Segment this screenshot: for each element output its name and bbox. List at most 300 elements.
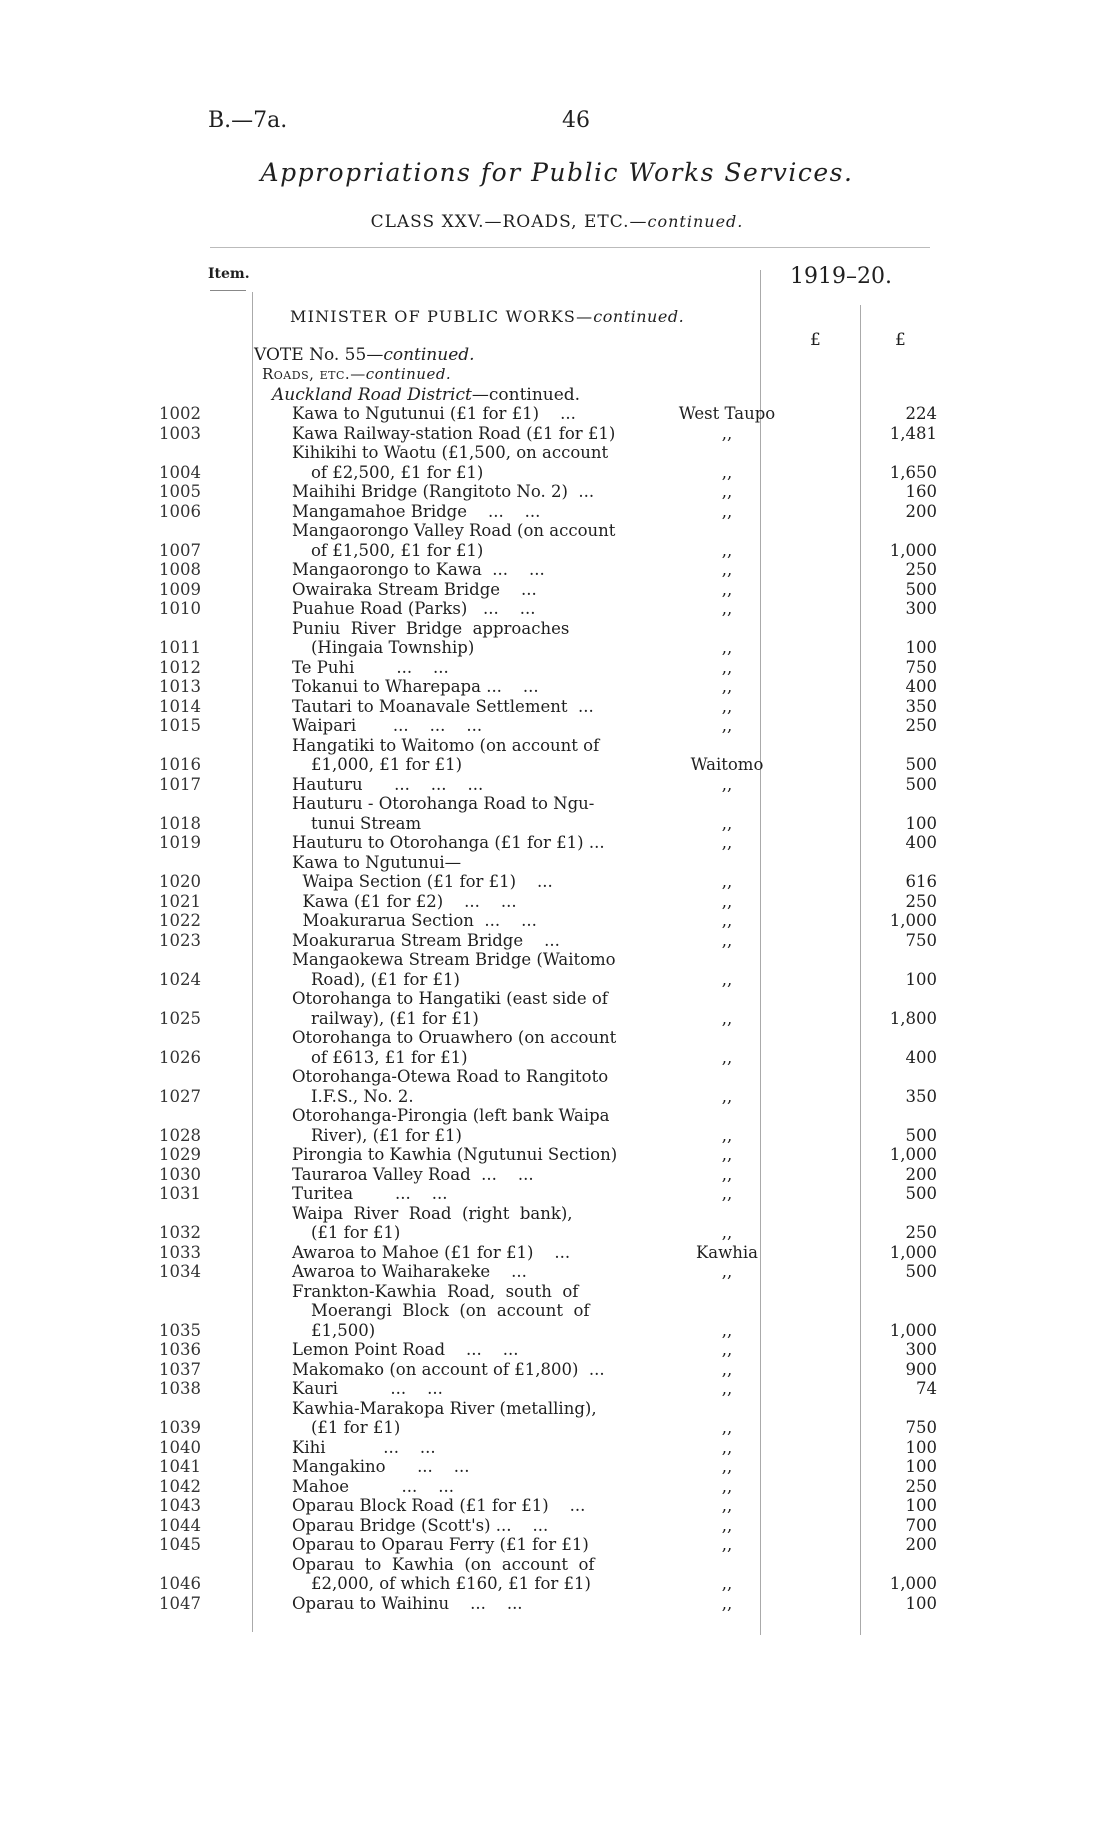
pound-symbol-items: £	[810, 330, 821, 350]
item-number: 1046	[159, 1574, 201, 1593]
description-line: Awaroa to Mahoe (£1 for £1) ...	[292, 1242, 571, 1262]
year-column-header: 1919–20.	[790, 264, 892, 289]
electoral-district: ,,	[721, 1340, 733, 1359]
item-description	[207, 931, 627, 951]
description-line: Hauturu to Otorohanga (£1 for £1) ...	[292, 833, 605, 852]
amount: 500	[905, 1184, 937, 1203]
description-line: Kauri ... ...	[292, 1379, 443, 1398]
description-line: Frankton-Kawhia Road, south of	[292, 1281, 579, 1301]
item-number: 1021	[159, 891, 201, 911]
table-row	[0, 1262, 1114, 1282]
item-number: 1041	[159, 1457, 201, 1476]
amount: 1,000	[889, 1242, 937, 1262]
description-line: Mahoe ... ...	[292, 1476, 454, 1496]
amount: 160	[905, 482, 937, 501]
description-line: Waipa River Road (right bank),	[292, 1203, 573, 1223]
item-number: 1032	[159, 1223, 201, 1242]
electoral-district: ,,	[721, 1457, 733, 1476]
amount: 1,000	[889, 1145, 937, 1164]
item-number: 1012	[159, 657, 201, 677]
amount: 300	[905, 599, 937, 618]
electoral-district: ,,	[721, 969, 733, 989]
table-row	[0, 892, 1114, 912]
item-description	[207, 1165, 627, 1185]
electoral-district: ,,	[721, 462, 733, 482]
amount: 400	[905, 1047, 937, 1067]
description-line: Oparau to Kawhia (on account of	[292, 1554, 595, 1574]
description-line: Kawa to Ngutunui—	[292, 852, 462, 872]
description-line: Otorohanga-Pirongia (left bank Waipa	[292, 1106, 610, 1125]
roads-subheading-suffix: continued.	[365, 365, 452, 383]
item-description	[207, 1282, 627, 1341]
description-line: Mangaorongo Valley Road (on account	[292, 521, 616, 540]
item-description	[207, 1457, 627, 1477]
table-row	[0, 697, 1114, 717]
amount: 100	[905, 813, 937, 833]
description-line: Oparau Bridge (Scott's) ... ...	[292, 1515, 549, 1535]
description-line: £1,000, £1 for £1)	[311, 755, 463, 774]
amount: 100	[905, 1437, 937, 1457]
amount: 100	[905, 1457, 937, 1476]
amount: 500	[905, 755, 937, 774]
electoral-district: ,,	[721, 579, 733, 599]
table-row	[0, 1594, 1114, 1614]
amount: 750	[905, 930, 937, 950]
amount: 700	[905, 1515, 937, 1535]
minister-heading	[290, 307, 684, 326]
description-line: Tautari to Moanavale Settlement ...	[292, 696, 594, 716]
table-row	[0, 1145, 1114, 1165]
item-description	[207, 833, 627, 853]
table-row	[0, 1243, 1114, 1263]
electoral-district: ,,	[721, 1184, 733, 1203]
item-number: 1039	[159, 1418, 201, 1437]
item-number: 1031	[159, 1184, 201, 1203]
table-row	[0, 931, 1114, 951]
electoral-district: ,,	[721, 774, 733, 794]
electoral-district: ,,	[721, 1125, 733, 1145]
amount: 1,481	[889, 423, 937, 443]
item-number: 1026	[159, 1047, 201, 1067]
description-line: Oparau to Waihinu ... ...	[292, 1593, 523, 1613]
description-line: (£1 for £1)	[311, 1418, 401, 1437]
amount: 200	[905, 501, 937, 521]
item-description	[207, 404, 627, 424]
amount: 250	[905, 716, 937, 735]
description-line: Lemon Point Road ... ...	[292, 1340, 519, 1359]
item-number: 1007	[159, 540, 201, 560]
description-line: Owairaka Stream Bridge ...	[292, 579, 537, 599]
description-line: Otorohanga to Hangatiki (east side of	[292, 989, 608, 1008]
appropriation-table	[0, 404, 1114, 1613]
amount: 750	[905, 657, 937, 677]
item-description	[207, 736, 627, 775]
pound-symbol-totals: £	[895, 330, 906, 350]
table-row	[0, 911, 1114, 931]
table-row	[0, 1399, 1114, 1438]
amount: 1,800	[889, 1008, 937, 1028]
item-description	[207, 1438, 627, 1458]
item-description	[207, 560, 627, 580]
table-row	[0, 716, 1114, 736]
item-description	[207, 424, 627, 444]
description-line: Puniu River Bridge approaches	[292, 618, 570, 638]
electoral-district: ,,	[721, 1437, 733, 1457]
table-row	[0, 482, 1114, 502]
page-title: Appropriations for Public Works Services.	[260, 158, 854, 187]
item-number: 1013	[159, 677, 201, 696]
electoral-district: ,,	[721, 1223, 733, 1242]
description-line: Kawa (£1 for £2) ... ...	[292, 891, 517, 911]
amount: 100	[905, 638, 937, 657]
vote-heading	[254, 345, 475, 365]
description-line: Kawhia-Marakopa River (metalling),	[292, 1398, 597, 1418]
description-line: Waipa Section (£1 for £1) ...	[292, 872, 553, 891]
item-number: 1023	[159, 930, 201, 950]
item-description	[207, 1243, 627, 1263]
table-row	[0, 794, 1114, 833]
description-line: £1,500)	[311, 1320, 376, 1340]
item-description	[207, 1106, 627, 1145]
amount: 100	[905, 969, 937, 989]
item-number: 1027	[159, 1086, 201, 1106]
amount: 1,650	[889, 462, 937, 482]
vote-heading-text: VOTE No. 55—	[254, 345, 384, 365]
item-number: 1034	[159, 1262, 201, 1281]
item-description	[207, 1067, 627, 1106]
item-description	[207, 1477, 627, 1497]
table-row	[0, 424, 1114, 444]
table-row	[0, 521, 1114, 560]
description-line: tunui Stream	[311, 813, 422, 833]
amount: 250	[905, 891, 937, 911]
table-row	[0, 989, 1114, 1028]
amount: 200	[905, 1535, 937, 1554]
description-line: Kawa Railway-station Road (£1 for £1)	[292, 423, 616, 443]
amount: 1,000	[889, 540, 937, 560]
item-number: 1009	[159, 579, 201, 599]
item-description	[207, 599, 627, 619]
item-description	[207, 853, 627, 873]
description-line: Moerangi Block (on account of	[311, 1301, 590, 1320]
table-row	[0, 502, 1114, 522]
table-row	[0, 1496, 1114, 1516]
description-line: Hauturu - Otorohanga Road to Ngu-	[292, 794, 595, 813]
description-line: Makomako (on account of £1,800) ...	[292, 1359, 605, 1379]
description-line: Oparau to Oparau Ferry (£1 for £1)	[292, 1535, 589, 1554]
item-number: 1015	[159, 716, 201, 735]
minister-heading-text: MINISTER OF PUBLIC WORKS—	[290, 307, 594, 326]
electoral-district: ,,	[721, 1574, 733, 1593]
description-line: Otorohanga-Otewa Road to Rangitoto	[292, 1067, 609, 1086]
amount: 250	[905, 1476, 937, 1496]
table-row	[0, 1360, 1114, 1380]
item-description	[207, 1555, 627, 1594]
item-description	[207, 775, 627, 795]
amount: 500	[905, 1262, 937, 1281]
amount: 500	[905, 1125, 937, 1145]
table-row	[0, 1165, 1114, 1185]
item-number: 1008	[159, 560, 201, 579]
table-row	[0, 1184, 1114, 1204]
electoral-district: ,,	[721, 1320, 733, 1340]
table-row	[0, 833, 1114, 853]
description-line: (£1 for £1)	[311, 1223, 401, 1242]
item-description	[207, 1204, 627, 1243]
amount: 100	[905, 1593, 937, 1613]
amount: 350	[905, 696, 937, 716]
table-row	[0, 853, 1114, 873]
description-line: Awaroa to Waiharakeke ...	[292, 1262, 527, 1281]
table-row	[0, 580, 1114, 600]
item-number: 1044	[159, 1515, 201, 1535]
roads-subheading	[262, 365, 451, 383]
table-row	[0, 1535, 1114, 1555]
description-line: Hauturu ... ... ...	[292, 774, 484, 794]
amount: 350	[905, 1086, 937, 1106]
item-column-header: Item.	[208, 266, 250, 282]
table-row	[0, 599, 1114, 619]
item-description	[207, 989, 627, 1028]
table-row	[0, 658, 1114, 678]
description-line: Turitea ... ...	[292, 1184, 448, 1203]
table-row	[0, 1477, 1114, 1497]
item-description	[207, 1535, 627, 1555]
description-line: of £2,500, £1 for £1)	[311, 462, 484, 482]
item-number: 1028	[159, 1125, 201, 1145]
item-description	[207, 716, 627, 736]
electoral-district: ,,	[721, 1476, 733, 1496]
amount: 250	[905, 560, 937, 579]
electoral-district: ,,	[721, 638, 733, 657]
description-line: Moakurarua Section ... ...	[292, 911, 537, 930]
district-subheading-text: Auckland Road District	[272, 385, 472, 405]
electoral-district: ,,	[721, 1164, 733, 1184]
electoral-district: ,,	[721, 891, 733, 911]
item-description	[207, 1594, 627, 1614]
item-number: 1024	[159, 969, 201, 989]
table-row	[0, 1106, 1114, 1145]
table-row	[0, 775, 1114, 795]
description-line: Kihi ... ...	[292, 1437, 436, 1457]
item-description	[207, 892, 627, 912]
electoral-district: ,,	[721, 1535, 733, 1554]
item-description	[207, 950, 627, 989]
table-row	[0, 1282, 1114, 1341]
amount: 200	[905, 1164, 937, 1184]
table-row	[0, 404, 1114, 424]
description-line: Waipari ... ... ...	[292, 716, 483, 735]
electoral-district: ,,	[721, 599, 733, 618]
description-line: Tauraroa Valley Road ... ...	[292, 1164, 534, 1184]
table-row	[0, 1438, 1114, 1458]
electoral-district: ,,	[721, 1262, 733, 1281]
item-description	[207, 658, 627, 678]
item-description	[207, 1516, 627, 1536]
roads-subheading-text: Roads, etc.—	[262, 365, 366, 383]
electoral-district: West Taupo	[678, 404, 776, 423]
description-line: Puahue Road (Parks) ... ...	[292, 599, 536, 618]
item-description	[207, 1028, 627, 1067]
page-number: 46	[562, 108, 590, 133]
electoral-district: ,,	[721, 1593, 733, 1613]
item-description	[207, 482, 627, 502]
electoral-district: ,,	[721, 501, 733, 521]
item-description	[207, 872, 627, 892]
item-number: 1002	[159, 404, 201, 423]
class-heading-suffix: continued.	[647, 212, 744, 231]
amount: 74	[916, 1379, 937, 1398]
item-number: 1029	[159, 1145, 201, 1164]
table-row	[0, 619, 1114, 658]
electoral-district: ,,	[721, 540, 733, 560]
amount: 1,000	[889, 1574, 937, 1593]
description-line: I.F.S., No. 2.	[311, 1086, 414, 1106]
table-row	[0, 1067, 1114, 1106]
item-description	[207, 911, 627, 931]
district-subheading-suffix: —continued.	[471, 385, 581, 405]
document-reference: B.—7a.	[208, 108, 288, 133]
item-number: 1014	[159, 696, 201, 716]
description-line: Maihihi Bridge (Rangitoto No. 2) ...	[292, 482, 595, 501]
table-row	[0, 1516, 1114, 1536]
electoral-district: ,,	[721, 677, 733, 696]
header-rule	[210, 247, 930, 248]
item-number: 1019	[159, 833, 201, 852]
description-line: Tokanui to Wharepapa ... ...	[292, 677, 539, 696]
table-row	[0, 736, 1114, 775]
amount: 1,000	[889, 911, 937, 930]
electoral-district: ,,	[721, 657, 733, 677]
vote-heading-suffix: continued.	[383, 345, 475, 365]
amount: 224	[905, 404, 937, 423]
amount: 616	[905, 872, 937, 891]
description-line: River), (£1 for £1)	[311, 1125, 462, 1145]
description-line: Hangatiki to Waitomo (on account of	[292, 735, 600, 755]
table-row	[0, 1204, 1114, 1243]
table-row	[0, 872, 1114, 892]
electoral-district: ,,	[721, 833, 733, 852]
district-subheading	[272, 385, 580, 405]
electoral-district: ,,	[721, 1379, 733, 1398]
amount: 900	[905, 1359, 937, 1379]
item-number: 1022	[159, 911, 201, 930]
item-number: 1025	[159, 1008, 201, 1028]
item-number: 1035	[159, 1320, 201, 1340]
item-number: 1020	[159, 872, 201, 891]
item-description	[207, 1340, 627, 1360]
description-line: Oparau Block Road (£1 for £1) ...	[292, 1496, 586, 1515]
electoral-district: ,,	[721, 482, 733, 501]
electoral-district: ,,	[721, 1047, 733, 1067]
item-description	[207, 794, 627, 833]
description-line: Mangamahoe Bridge ... ...	[292, 501, 541, 521]
table-row	[0, 950, 1114, 989]
item-number: 1006	[159, 501, 201, 521]
table-row	[0, 1457, 1114, 1477]
amount: 250	[905, 1223, 937, 1242]
item-description	[207, 1379, 627, 1399]
electoral-district: ,,	[721, 716, 733, 735]
item-number: 1005	[159, 482, 201, 501]
item-number: 1011	[159, 638, 201, 657]
electoral-district: ,,	[721, 423, 733, 443]
description-line: of £1,500, £1 for £1)	[311, 540, 484, 560]
electoral-district: ,,	[721, 1496, 733, 1515]
class-heading	[0, 212, 1114, 232]
description-line: Te Puhi ... ...	[292, 657, 449, 677]
description-line: railway), (£1 for £1)	[311, 1008, 479, 1028]
item-description	[207, 521, 627, 560]
item-description	[207, 580, 627, 600]
electoral-district: ,,	[721, 560, 733, 579]
amount: 300	[905, 1340, 937, 1359]
item-number: 1010	[159, 599, 201, 618]
description-line: Mangakino ... ...	[292, 1457, 470, 1476]
description-line: Otorohanga to Oruawhero (on account	[292, 1028, 617, 1047]
item-description	[207, 1399, 627, 1438]
amount: 400	[905, 677, 937, 696]
electoral-district: ,,	[721, 696, 733, 716]
electoral-district: ,,	[721, 1359, 733, 1379]
item-number: 1037	[159, 1359, 201, 1379]
table-row	[0, 443, 1114, 482]
amount: 750	[905, 1418, 937, 1437]
description-line: Kihikihi to Waotu (£1,500, on account	[292, 443, 609, 462]
table-row	[0, 1555, 1114, 1594]
electoral-district: ,,	[721, 1008, 733, 1028]
item-description	[207, 1496, 627, 1516]
electoral-district: Kawhia	[695, 1242, 759, 1262]
description-line: Moakurarua Stream Bridge ...	[292, 930, 560, 950]
item-number: 1038	[159, 1379, 201, 1398]
item-description	[207, 1145, 627, 1165]
item-description	[207, 1184, 627, 1204]
item-description	[207, 443, 627, 482]
item-description	[207, 1262, 627, 1282]
item-description	[207, 1360, 627, 1380]
table-row	[0, 560, 1114, 580]
item-number: 1004	[159, 462, 201, 482]
class-heading-text: CLASS XXV.—ROADS, ETC.—	[370, 212, 648, 232]
amount: 1,000	[889, 1320, 937, 1340]
electoral-district: ,,	[721, 813, 733, 833]
electoral-district: ,,	[721, 911, 733, 930]
description-line: £2,000, of which £160, £1 for £1)	[311, 1574, 591, 1593]
item-description	[207, 619, 627, 658]
description-line: Mangaokewa Stream Bridge (Waitomo	[292, 950, 616, 969]
item-number: 1003	[159, 423, 201, 443]
item-number: 1036	[159, 1340, 201, 1359]
item-description	[207, 677, 627, 697]
electoral-district: ,,	[721, 1418, 733, 1437]
electoral-district: ,,	[721, 930, 733, 950]
item-number: 1045	[159, 1535, 201, 1554]
electoral-district: Waitomo	[690, 755, 764, 774]
minister-heading-suffix: continued.	[593, 307, 685, 326]
amount: 500	[905, 774, 937, 794]
item-number: 1017	[159, 774, 201, 794]
electoral-district: ,,	[721, 872, 733, 891]
electoral-district: ,,	[721, 1515, 733, 1535]
amount: 500	[905, 579, 937, 599]
description-line: Mangaorongo to Kawa ... ...	[292, 560, 545, 579]
description-line: of £613, £1 for £1)	[311, 1047, 468, 1067]
item-number: 1018	[159, 813, 201, 833]
amount: 100	[905, 1496, 937, 1515]
description-line: Road), (£1 for £1)	[311, 969, 460, 989]
item-header-underline	[210, 290, 246, 291]
